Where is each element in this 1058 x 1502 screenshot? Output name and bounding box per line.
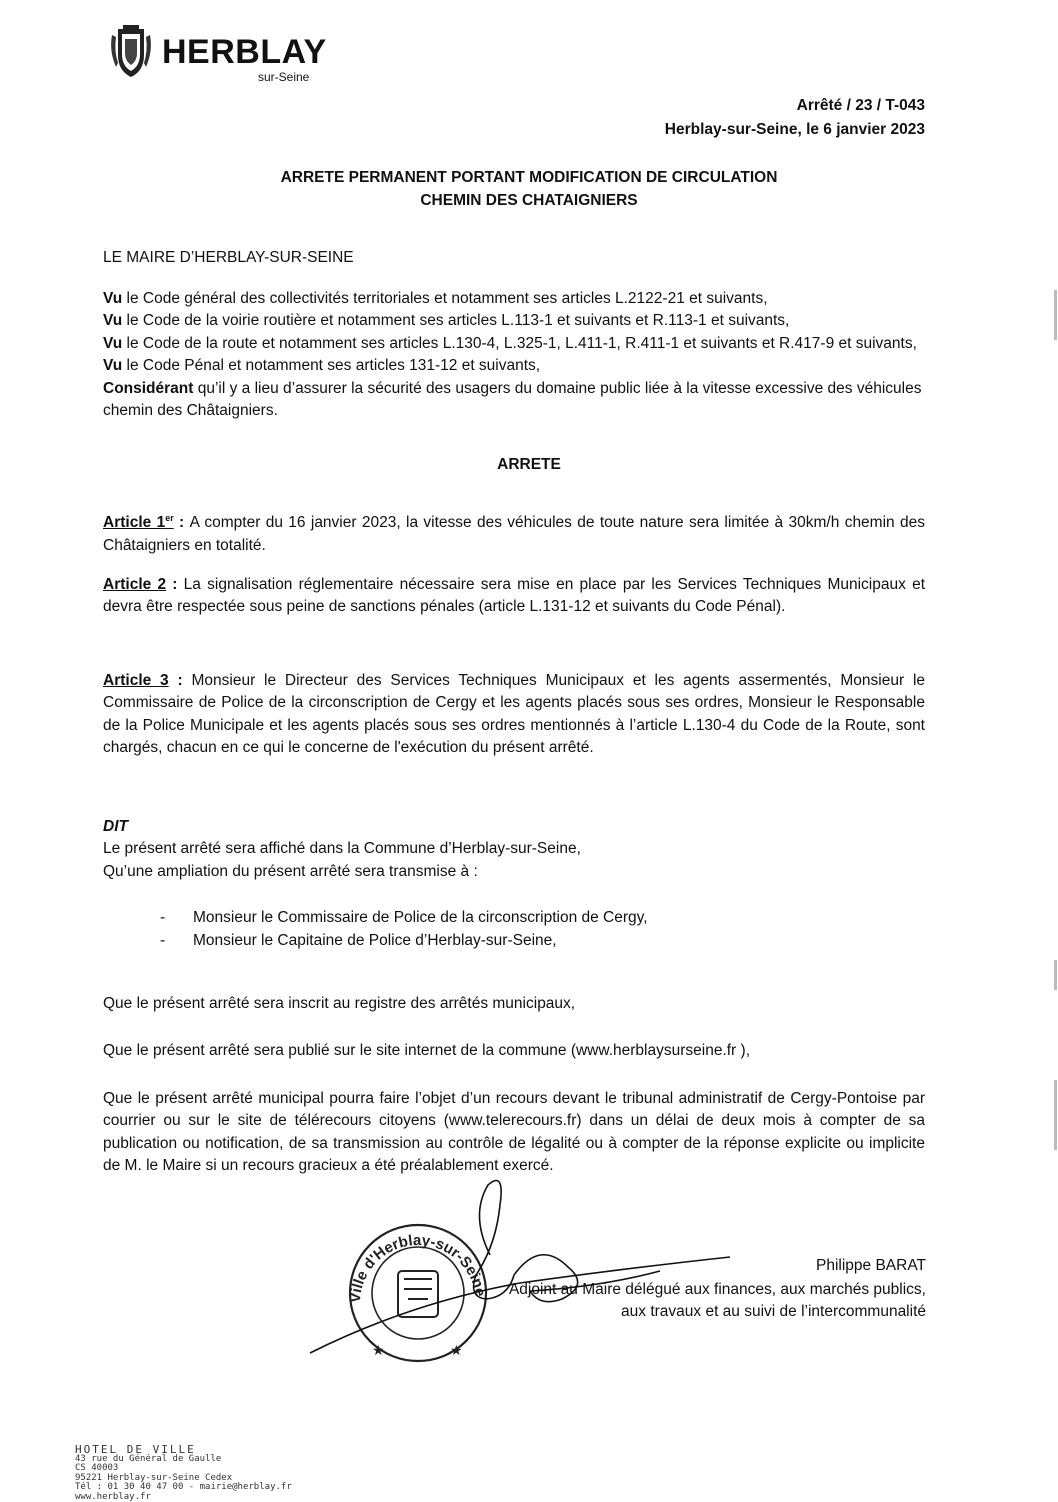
consideration-lead: Vu [103, 357, 122, 374]
footer-address [75, 1445, 292, 1502]
article-text: La signalisation réglementaire nécessaire sera mise en place par les Services Techniques Municipaux et devra être respectée sous peine de sanctions pénales (article L.131-12 et suivants du Code Pénal). [103, 576, 925, 615]
document-subtitle: CHEMIN DES CHATAIGNIERS [0, 192, 1058, 210]
consideration-item [103, 288, 925, 310]
article-text: A compter du 16 janvier 2023, la vitesse des véhicules de toute nature sera limitée à 30km/h chemin des Châtaigniers en totalité. [103, 514, 925, 553]
scan-edge-mark [1054, 290, 1057, 340]
article-separator: : [166, 576, 184, 593]
registry-line: Que le présent arrêté sera inscrit au registre des arrêtés municipaux, [103, 993, 925, 1015]
footer-street: 43 rue du Général de Gaulle [75, 1455, 292, 1465]
consideration-item [103, 310, 925, 332]
consideration-item [103, 355, 925, 377]
article-label: Article 1er [103, 514, 174, 531]
stamp-seal [347, 1225, 489, 1361]
coat-of-arms-icon [108, 25, 154, 79]
footer-website: www.herblay.fr [75, 1493, 292, 1502]
recipient-item: Monsieur le Commissaire de Police de la circonscription de Cergy, [193, 909, 648, 927]
footer-cs: CS 40003 [75, 1464, 292, 1474]
consideration-text: le Code Pénal et notamment ses articles 131-12 et suivants, [122, 357, 540, 374]
consideration-lead: Vu [103, 312, 122, 329]
scan-edge-mark [1054, 960, 1057, 990]
consideration-item [103, 333, 925, 355]
bullet-dash: - [160, 932, 165, 950]
svg-text:★: ★ [372, 1342, 385, 1358]
article-separator: : [174, 514, 190, 531]
consideration-item [103, 378, 925, 423]
footer-city: 95221 Herblay-sur-Seine Cedex [75, 1474, 292, 1484]
footer-title: HOTEL DE VILLE [75, 1445, 292, 1455]
website-line: Que le présent arrêté sera publié sur le site internet de la commune (www.herblaysurseine.fr ), [103, 1040, 925, 1062]
decree-reference: Arrêté / 23 / T-043 [797, 97, 925, 115]
stamp-text: Ville d'Herblay-sur-Seine [347, 1232, 489, 1303]
official-stamp [300, 1175, 760, 1375]
dit-heading: DIT [103, 816, 925, 838]
place-date: Herblay-sur-Seine, le 6 janvier 2023 [665, 121, 925, 139]
logo-name: HERBLAY [162, 33, 327, 72]
signatory-role-line1: Adjoint au Maire délégué aux finances, aux marchés publics, [509, 1279, 926, 1301]
article-superscript: er [165, 513, 174, 523]
appeal-paragraph: Que le présent arrêté municipal pourra faire l’objet d’un recours devant le tribunal administratif de Cergy-Pontoise par courrier ou sur le site de télérecours citoyens (www.telerecours.fr) dans un délai de deux mois à compter de sa publication ou notification, de sa transmission au contrôle de légalité ou à compter de la réponse explicite ou implicite de M. le Maire si un recours gracieux a été préalablement exercé. [103, 1088, 925, 1178]
logo-subtitle: sur-Seine [258, 70, 309, 84]
dit-display-line: Le présent arrêté sera affiché dans la Commune d’Herblay-sur-Seine, [103, 838, 925, 860]
dit-transmission-line: Qu’une ampliation du présent arrêté sera transmise à : [103, 861, 925, 883]
svg-text:★: ★ [450, 1342, 463, 1358]
svg-text:Ville d'Herblay-sur-Seine [347, 1232, 489, 1303]
decree-heading: ARRETE [0, 456, 1058, 474]
bullet-dash: - [160, 909, 165, 927]
consideration-text: le Code général des collectivités territoriales et notamment ses articles L.2122-21 et suivants, [122, 290, 767, 307]
consideration-text: le Code de la route et notamment ses articles L.130-4, L.325-1, L.411-1, R.411-1 et suivants et R.417-9 et suivants, [122, 335, 917, 352]
scan-edge-mark [1054, 1080, 1057, 1150]
document-title: ARRETE PERMANENT PORTANT MODIFICATION DE CIRCULATION [0, 169, 1058, 187]
article-label: Article 3 [103, 672, 169, 689]
article-label: Article 2 [103, 576, 166, 593]
herblay-logo [108, 25, 338, 85]
consideration-text: qu’il y a lieu d’assurer la sécurité des usagers du domaine public liée à la vitesse excessive des véhicules chemin des Châtaigniers. [103, 380, 921, 419]
article-2 [103, 574, 925, 619]
article-1 [103, 507, 925, 557]
consideration-lead: Vu [103, 290, 122, 307]
article-separator: : [169, 672, 192, 689]
considerations [103, 288, 925, 422]
recipient-item: Monsieur le Capitaine de Police d’Herblay-sur-Seine, [193, 932, 557, 950]
consideration-text: le Code de la voirie routière et notamment ses articles L.113-1 et suivants et R.113-1 et suivants, [122, 312, 789, 329]
consideration-lead: Considérant [103, 380, 193, 397]
article-3 [103, 670, 925, 760]
footer-contact: Tél : 01 30 40 47 00 - mairie@herblay.fr [75, 1483, 292, 1493]
consideration-lead: Vu [103, 335, 122, 352]
article-text: Monsieur le Directeur des Services Techniques Municipaux et les agents assermentés, Monsieur le Commissaire de Police de la circonscription de Cergy et les agents placés sous ses ordres, Monsieur le Responsable de la Police Municipale et les agents placés sous ses ordres mentionnés à l’article L.130-4 du Code de la Route, sont chargés, chacun en ce qui le concerne de l'exécution du présent arrêté. [103, 672, 925, 756]
signatory-name: Philippe BARAT [816, 1255, 926, 1277]
authority-heading: LE MAIRE D’HERBLAY-SUR-SEINE [103, 247, 925, 269]
signatory-role-line2: aux travaux et au suivi de l’intercommunalité [621, 1301, 926, 1323]
